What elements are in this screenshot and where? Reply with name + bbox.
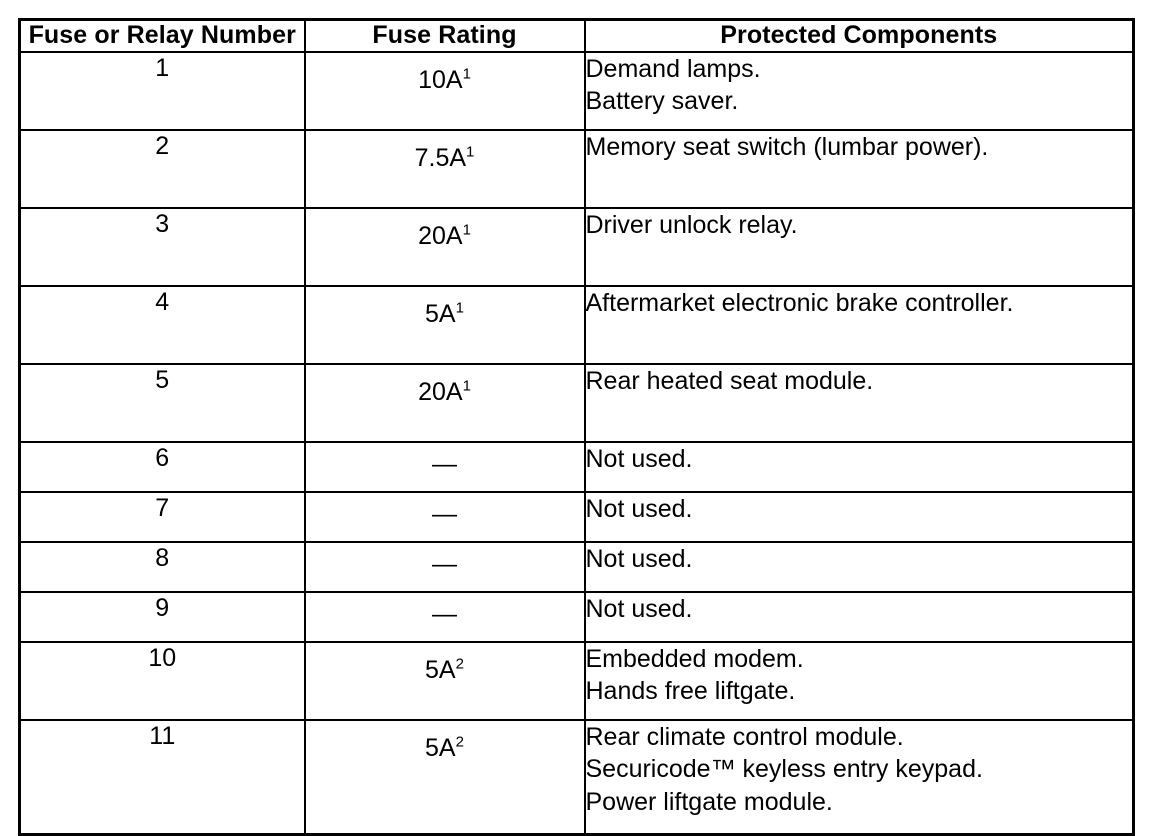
table-header-row [20, 20, 1134, 52]
component-line: Not used. [585, 444, 693, 473]
component-line: Rear heated seat module. [585, 366, 874, 395]
rating-footnote: 1 [462, 65, 471, 83]
rating-value: 7.5A [414, 143, 467, 172]
cell-protected-components [585, 442, 1134, 492]
cell-fuse-number: 4 [20, 286, 305, 364]
cell-fuse-rating [305, 720, 585, 835]
component-line: Demand lamps. [585, 54, 761, 83]
rating-footnote: 2 [455, 655, 464, 673]
table-row [20, 130, 1134, 208]
cell-fuse-number: 3 [20, 208, 305, 286]
table-header [20, 20, 1134, 52]
component-line: Rear climate control module. [585, 722, 904, 751]
column-header-fuse-number: Fuse or Relay Number [20, 20, 305, 52]
table-row [20, 720, 1134, 835]
cell-fuse-number: 11 [20, 720, 305, 835]
cell-fuse-number: 8 [20, 542, 305, 592]
cell-protected-components [585, 542, 1134, 592]
component-line: Not used. [585, 544, 693, 573]
cell-fuse-rating [305, 286, 585, 364]
cell-protected-components [585, 52, 1134, 130]
cell-fuse-rating [305, 492, 585, 542]
table-row [20, 286, 1134, 364]
rating-value: 5A [425, 655, 456, 684]
rating-footnote: 1 [455, 299, 464, 317]
cell-fuse-number: 9 [20, 592, 305, 642]
component-line: Not used. [585, 494, 693, 523]
table-row [20, 542, 1134, 592]
table-body [20, 52, 1134, 835]
cell-fuse-rating [305, 130, 585, 208]
cell-fuse-rating [305, 542, 585, 592]
component-line: Securicode™ keyless entry keypad. [585, 755, 983, 783]
rating-value: — [432, 599, 457, 628]
table-row [20, 442, 1134, 492]
cell-fuse-number: 2 [20, 130, 305, 208]
rating-value: — [432, 449, 457, 478]
cell-protected-components [585, 364, 1134, 442]
rating-footnote: 2 [455, 733, 464, 751]
component-line: Driver unlock relay. [585, 210, 798, 239]
component-line: Embedded modem. [585, 644, 804, 673]
cell-fuse-rating [305, 592, 585, 642]
table-row [20, 642, 1134, 720]
rating-value: — [432, 549, 457, 578]
rating-value: — [432, 499, 457, 528]
component-line: Not used. [585, 594, 693, 623]
cell-protected-components [585, 592, 1134, 642]
cell-protected-components [585, 492, 1134, 542]
cell-fuse-number: 7 [20, 492, 305, 542]
cell-fuse-rating [305, 442, 585, 492]
cell-fuse-number: 1 [20, 52, 305, 130]
table-row [20, 492, 1134, 542]
rating-footnote: 1 [462, 221, 471, 239]
rating-value: 20A [418, 377, 463, 406]
cell-fuse-rating [305, 208, 585, 286]
table-row [20, 208, 1134, 286]
cell-fuse-rating [305, 642, 585, 720]
rating-footnote: 1 [462, 377, 471, 395]
cell-fuse-rating [305, 52, 585, 130]
cell-protected-components [585, 130, 1134, 208]
column-header-protected-components: Protected Components [585, 20, 1134, 52]
cell-fuse-rating [305, 364, 585, 442]
component-line: Aftermarket electronic brake controller. [585, 288, 1014, 317]
component-line: Battery saver. [585, 87, 739, 115]
rating-value: 20A [418, 221, 463, 250]
table-row [20, 52, 1134, 130]
rating-value: 5A [425, 299, 456, 328]
component-line: Power liftgate module. [585, 787, 833, 816]
cell-fuse-number: 10 [20, 642, 305, 720]
fuse-relay-table [18, 18, 1135, 836]
component-line: Memory seat switch (lumbar power). [585, 132, 989, 161]
cell-protected-components [585, 286, 1134, 364]
table-row [20, 364, 1134, 442]
column-header-fuse-rating: Fuse Rating [305, 20, 585, 52]
table-row [20, 592, 1134, 642]
rating-value: 5A [425, 733, 456, 762]
rating-value: 10A [418, 65, 463, 94]
cell-protected-components [585, 720, 1134, 835]
cell-protected-components [585, 642, 1134, 720]
cell-protected-components [585, 208, 1134, 286]
cell-fuse-number: 6 [20, 442, 305, 492]
cell-fuse-number: 5 [20, 364, 305, 442]
rating-footnote: 1 [466, 143, 475, 161]
component-line: Hands free liftgate. [585, 677, 796, 705]
